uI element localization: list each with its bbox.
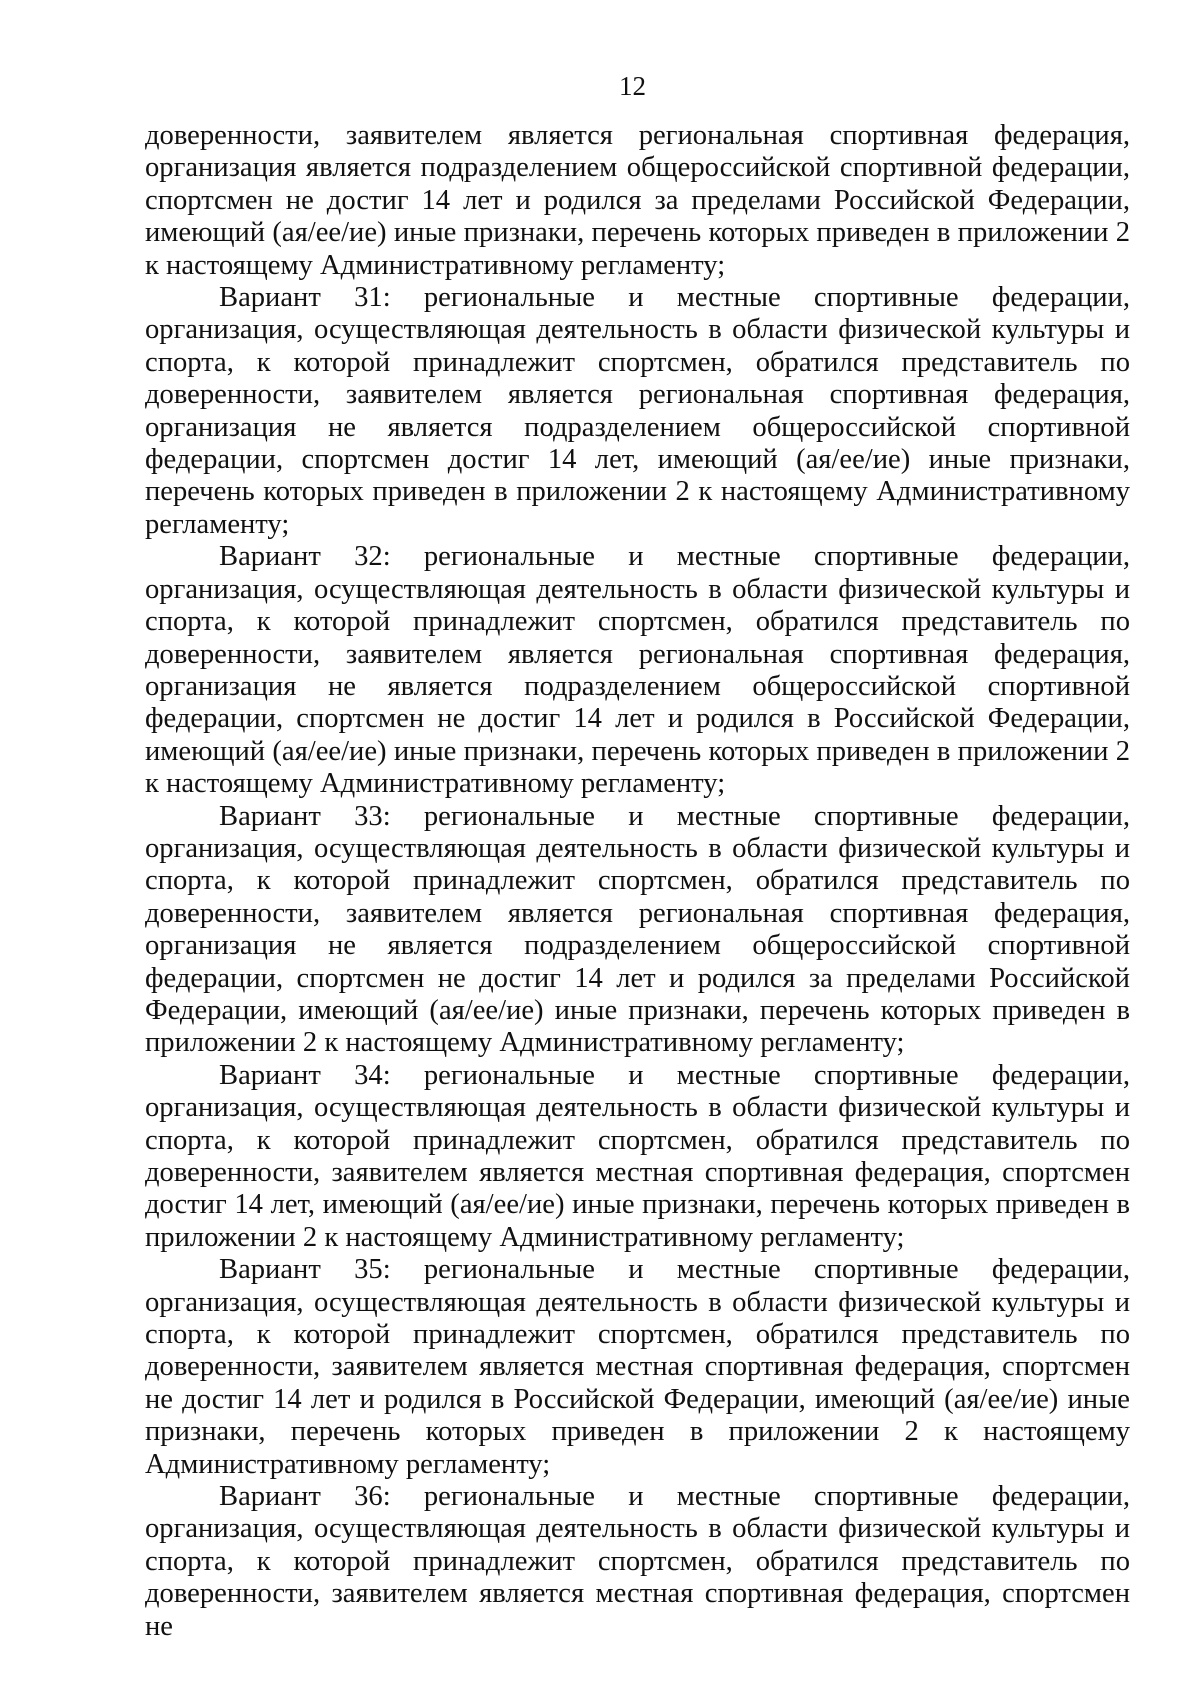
paragraph-variant-31: Вариант 31: региональные и местные спортивные федерации, организация, осуществляющая деятельность в области физической культуры и спорта, к которой принадлежит спортсмен, обратился представитель по доверенности, заявителем является региональная спортивная федерация, организация не является подразделением общероссийской спортивной федерации, спортсмен достиг 14 лет, имеющий (ая/ее/ие) иные признаки, перечень которых приведен в приложении 2 к настоящему Административному регламенту;	[145, 282, 1130, 540]
page-number: 12	[619, 71, 646, 101]
paragraph-continuation: доверенности, заявителем является региональная спортивная федерация, организация является подразделением общероссийской спортивной федерации, спортсмен не достиг 14 лет и родился за пределами Российской Федерации, имеющий (ая/ее/ие) иные признаки, перечень которых приведен в приложении 2 к настоящему Административному регламенту;	[145, 120, 1130, 281]
paragraph-variant-36: Вариант 36: региональные и местные спортивные федерации, организация, осуществляющая деятельность в области физической культуры и спорта, к которой принадлежит спортсмен, обратился представитель по доверенности, заявителем является местная спортивная федерация, спортсмен не	[145, 1481, 1130, 1642]
document-body	[145, 120, 1130, 1643]
paragraph-variant-33: Вариант 33: региональные и местные спортивные федерации, организация, осуществляющая деятельность в области физической культуры и спорта, к которой принадлежит спортсмен, обратился представитель по доверенности, заявителем является региональная спортивная федерация, организация не является подразделением общероссийской спортивной федерации, спортсмен не достиг 14 лет и родился за пределами Российской Федерации, имеющий (ая/ее/ие) иные признаки, перечень которых приведен в приложении 2 к настоящему Административному регламенту;	[145, 800, 1130, 1059]
paragraph-variant-32: Вариант 32: региональные и местные спортивные федерации, организация, осуществляющая деятельность в области физической культуры и спорта, к которой принадлежит спортсмен, обратился представитель по доверенности, заявителем является региональная спортивная федерация, организация не является подразделением общероссийской спортивной федерации, спортсмен не достиг 14 лет и родился в Российской Федерации, имеющий (ая/ее/ие) иные признаки, перечень которых приведен в приложении 2 к настоящему Административному регламенту;	[145, 541, 1130, 800]
paragraph-variant-35: Вариант 35: региональные и местные спортивные федерации, организация, осуществляющая деятельность в области физической культуры и спорта, к которой принадлежит спортсмен, обратился представитель по доверенности, заявителем является местная спортивная федерация, спортсмен не достиг 14 лет и родился в Российской Федерации, имеющий (ая/ее/ие) иные признаки, перечень которых приведен в приложении 2 к настоящему Административному регламенту;	[145, 1254, 1130, 1480]
paragraph-variant-34: Вариант 34: региональные и местные спортивные федерации, организация, осуществляющая деятельность в области физической культуры и спорта, к которой принадлежит спортсмен, обратился представитель по доверенности, заявителем является местная спортивная федерация, спортсмен достиг 14 лет, имеющий (ая/ее/ие) иные признаки, перечень которых приведен в приложении 2 к настоящему Административному регламенту;	[145, 1059, 1130, 1253]
